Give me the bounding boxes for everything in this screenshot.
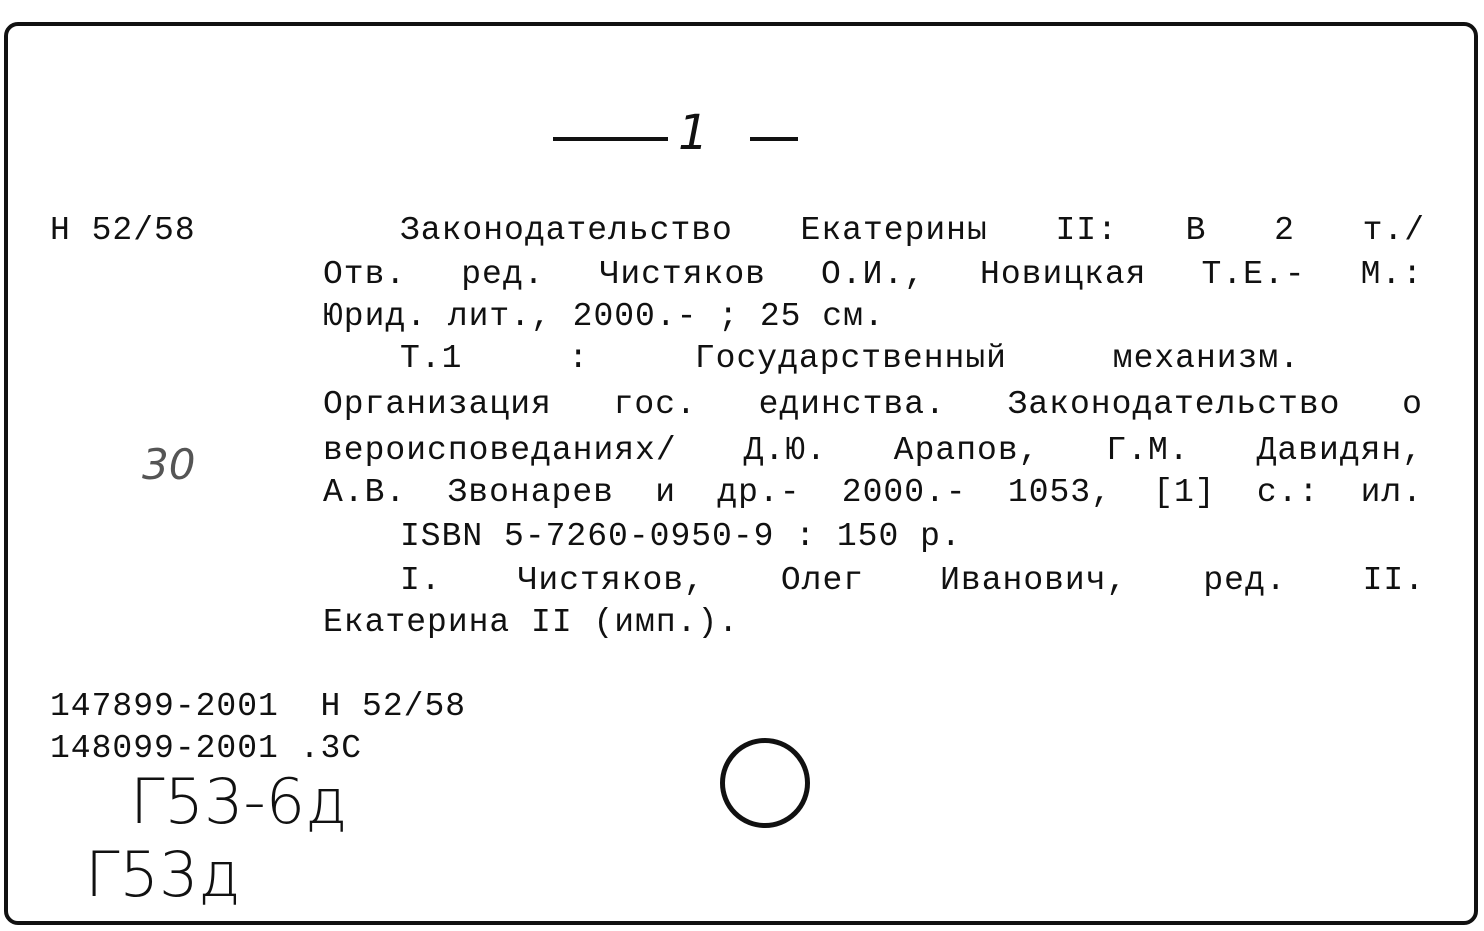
entry-line-isbn: ISBN 5-7260-0950-9 : 150 р. [400,518,962,555]
entry-line-4: Т.1 : Государственный механизм. [400,340,1300,377]
punch-hole [720,738,810,828]
shelfmark: Н 52/58 [50,212,196,249]
margin-handwriting: 30 [142,440,196,489]
handwritten-code-2: Г53д [85,838,241,911]
entry-line-5: Организация гос. единства. Законодательство о [323,386,1423,423]
top-dash-right [750,137,798,141]
entry-line-3: Юрид. лит., 2000.- ; 25 см. [323,298,885,335]
top-dash-left [553,137,668,141]
inventory-line-2: 148099-2001 .3С [50,730,363,767]
entry-line-7: А.В. Звонарев и др.- 2000.- 1053, [1] с.: ил. [323,474,1423,511]
entry-line-1: Законодательство Екатерины II: В 2 т./ [400,212,1425,249]
entry-line-2: Отв. ред. Чистяков О.И., Новицкая Т.Е.- М.: [323,256,1423,293]
handwritten-code-1: Г53-6д [130,765,348,838]
entry-line-6: вероисповеданиях/ Д.Ю. Арапов, Г.М. Давидян, [323,432,1423,469]
inventory-line-1: 147899-2001 Н 52/58 [50,688,467,725]
entry-line-10: Екатерина II (имп.). [323,604,740,641]
entry-line-9: I. Чистяков, Олег Иванович, ред. II. [400,562,1425,599]
top-mark-number: 1 [678,105,709,161]
